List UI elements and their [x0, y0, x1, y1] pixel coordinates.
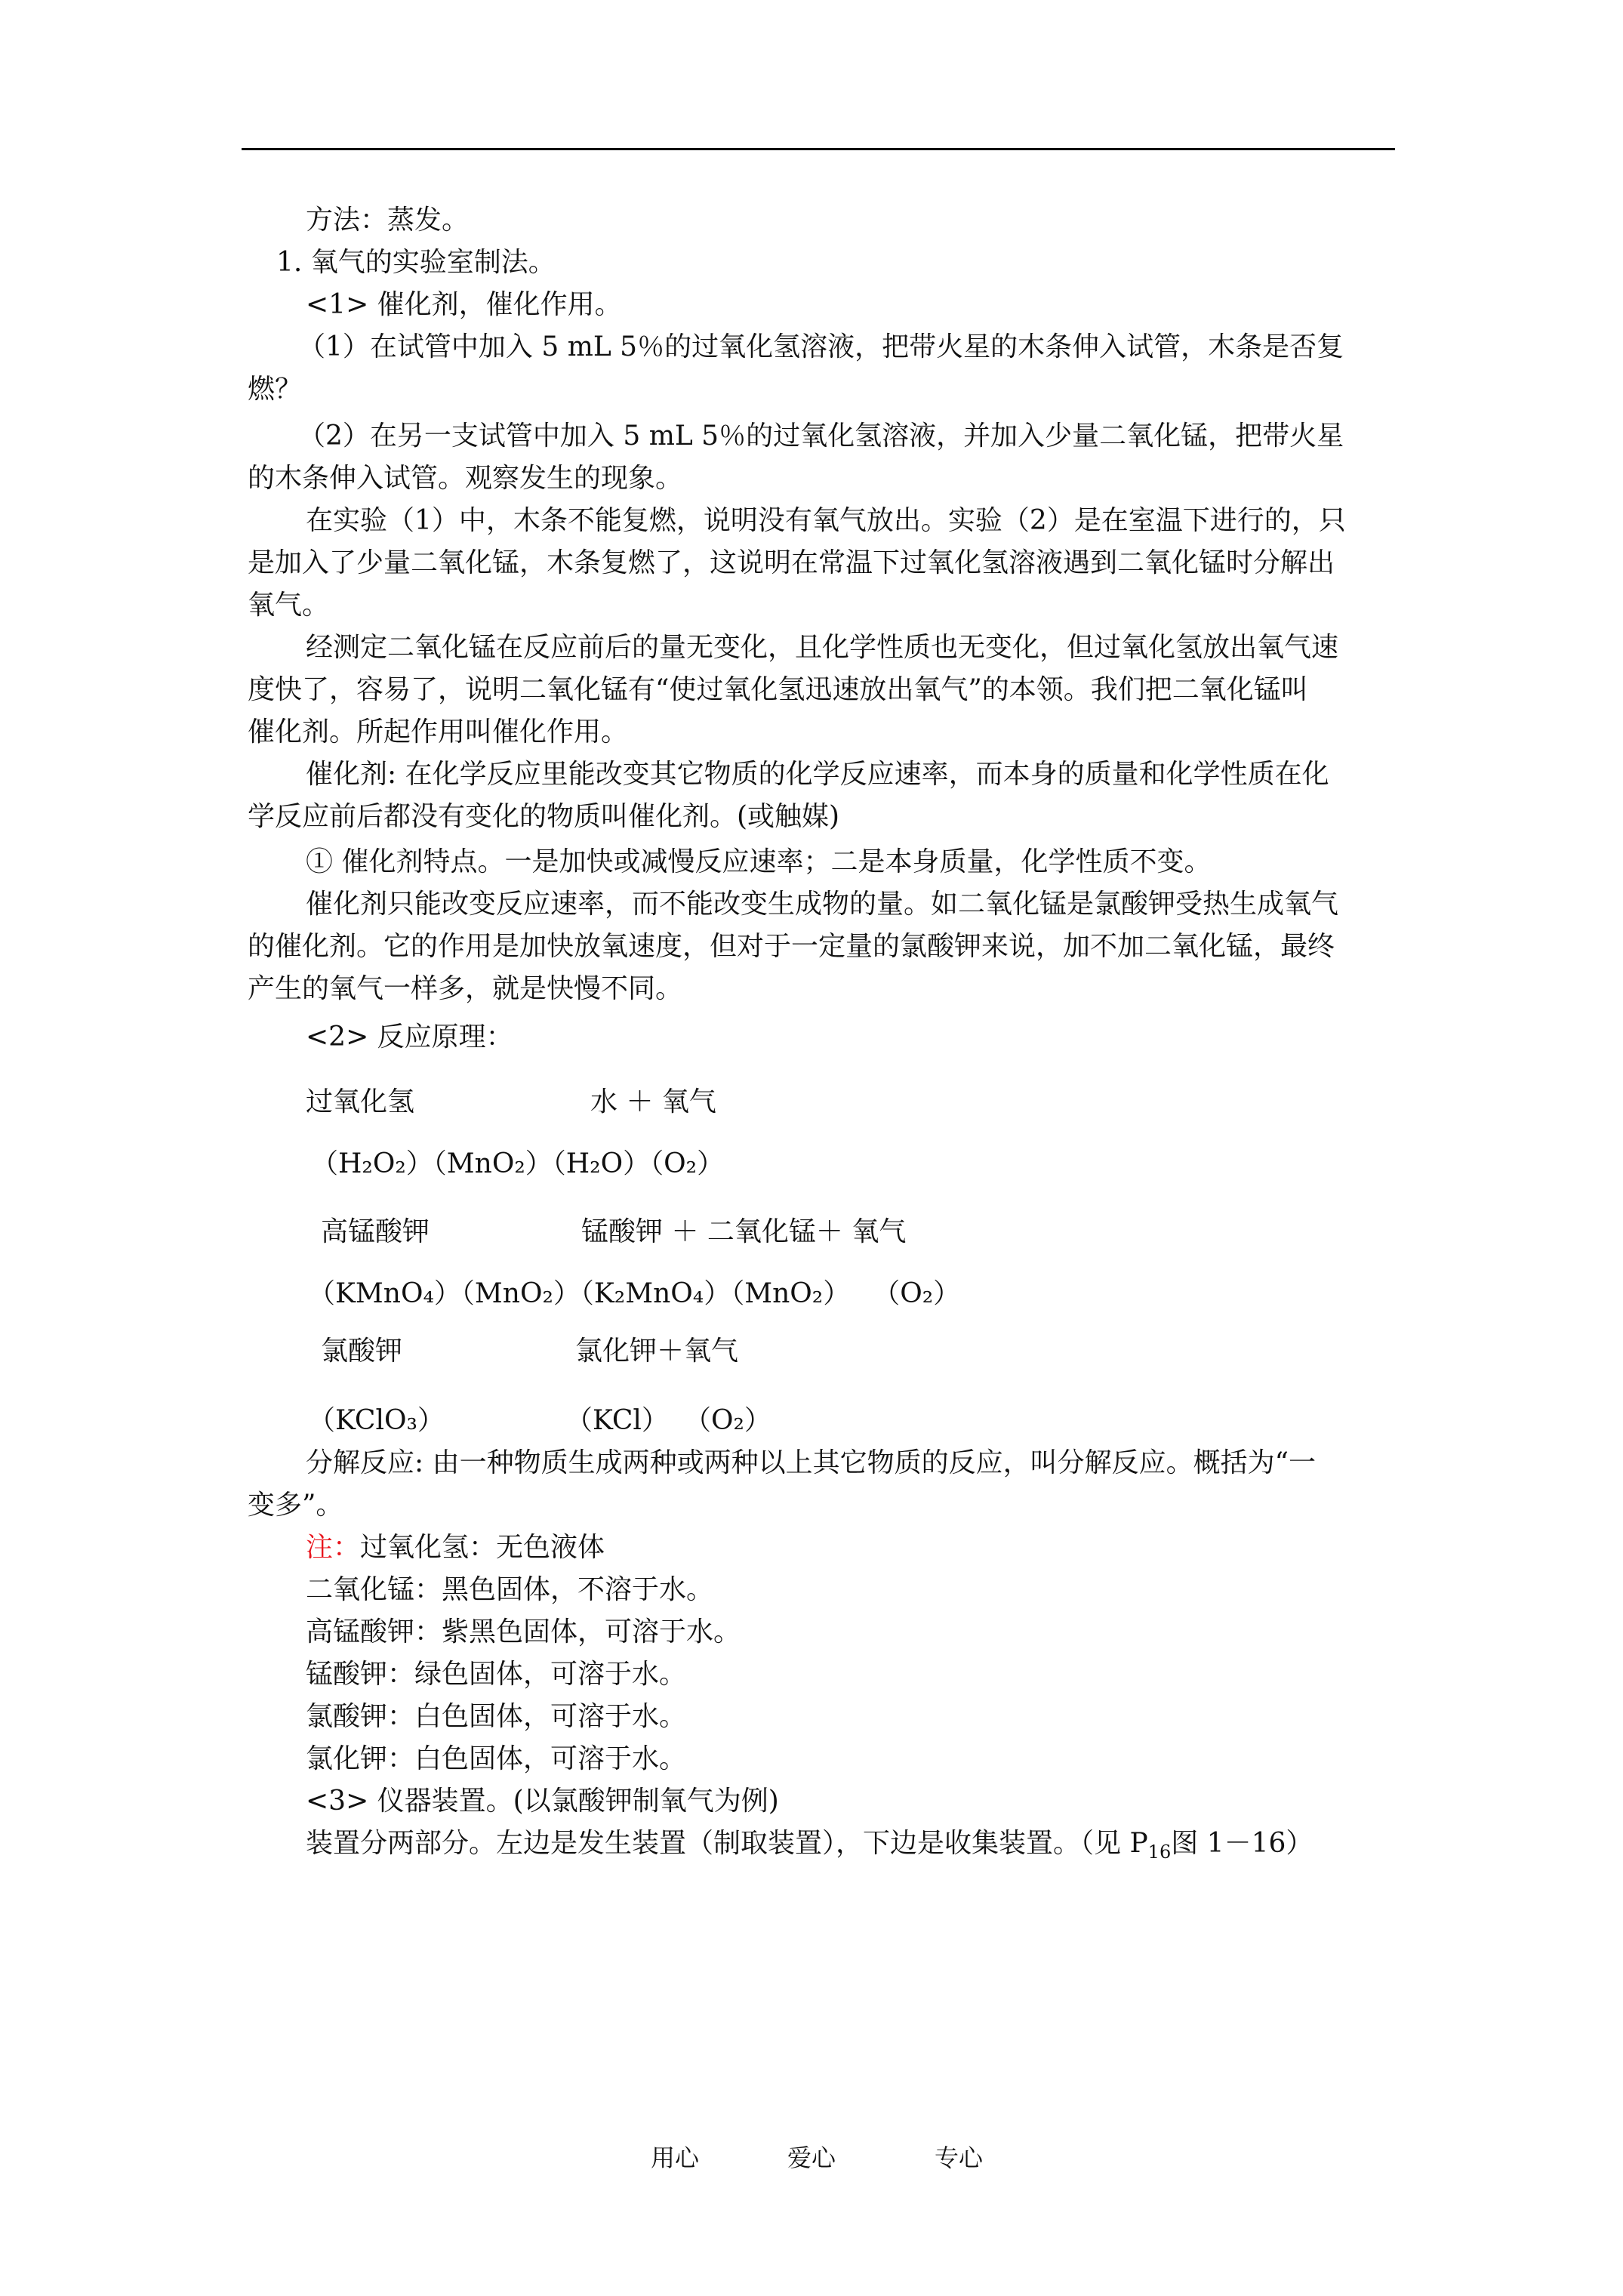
paragraph-2-line-b: 度快了，容易了，说明二氧化锰有“使过氧化氢迅速放出氧气”的本领。我们把二氧化锰叫	[248, 674, 1308, 705]
formula-mno2: （MnO₂）	[731, 1278, 851, 1309]
formula-h2o: （H₂O）	[552, 1148, 651, 1179]
paragraph-2-line-a: 经测定二氧化锰在反应前后的量无变化，且化学性质也无变化，但过氧化氢放出氧气速	[306, 632, 1339, 663]
note-label: 注：	[306, 1532, 361, 1563]
formula-kclo3: （KClO₃）	[308, 1405, 445, 1436]
paragraph-1-line-b: 是加入了少量二氧化锰，木条复燃了，这说明在常温下过氧化氢溶液遇到二氧化锰时分解出	[248, 547, 1335, 578]
formula-mno2: （MnO₂）	[460, 1278, 581, 1309]
note-line-1: 注：过氧化氢：无色液体	[306, 1532, 605, 1563]
paragraph-3-line-b: 的催化剂。它的作用是加快放氧速度，但对于一定量的氯酸钾来说，加不加二氧化锰，最终	[248, 931, 1335, 962]
section-heading-1: 1. 氧气的实验室制法。	[276, 247, 556, 278]
formula-k2mno4: （K₂MnO₄）	[580, 1278, 731, 1309]
paragraph-3-line-c: 产生的氧气一样多，就是快慢不同。	[248, 973, 683, 1004]
formula-kmno4: （KMnO₄）	[308, 1278, 461, 1309]
formula-o2: （O₂）	[650, 1148, 725, 1179]
note-line-3: 高锰酸钾：紫黑色固体，可溶于水。	[306, 1616, 741, 1647]
reaction-3-products: 氯化钾＋氧气	[575, 1336, 739, 1367]
page-subscript: 16	[1147, 1841, 1172, 1863]
catalyst-features: ① 催化剂特点。一是加快或减慢反应速率；二是本身质量，化学性质不变。	[306, 846, 1212, 877]
formula-o2: （O₂）	[873, 1278, 961, 1309]
experiment-2-line-a: （2）在另一支试管中加入 5 mL 5％的过氧化氢溶液，并加入少量二氧化锰，把带火星	[298, 421, 1344, 451]
note-line-5: 氯酸钾：白色固体，可溶于水。	[306, 1701, 687, 1732]
note-line-4: 锰酸钾：绿色固体，可溶于水。	[306, 1659, 687, 1690]
footer-word-3: 专心	[935, 2143, 984, 2172]
footer-word-1: 用心	[651, 2143, 700, 2172]
paragraph-1-line-c: 氧气。	[248, 590, 330, 621]
reaction-1-formulas	[311, 1146, 724, 1182]
decomposition-line-b: 变多”。	[248, 1490, 343, 1521]
subheading-1: <1> 催化剂，催化作用。	[306, 289, 622, 320]
experiment-1-line-a: （1）在试管中加入 5 mL 5％的过氧化氢溶液，把带火星的木条伸入试管，木条是否复	[298, 331, 1344, 362]
subheading-2: <2> 反应原理：	[306, 1022, 513, 1052]
note-line-6: 氯化钾：白色固体，可溶于水。	[306, 1743, 687, 1774]
formula-h2o2: （H₂O₂）	[311, 1148, 433, 1179]
formula-mno2: （MnO₂）	[433, 1148, 553, 1179]
header-rule	[242, 148, 1395, 150]
reaction-1-reactant: 过氧化氢	[306, 1086, 415, 1117]
formula-o2: （O₂）	[683, 1405, 771, 1436]
reaction-3-formulas	[308, 1403, 771, 1439]
definition-line-a: 催化剂: 在化学反应里能改变其它物质的化学反应速率，而本身的质量和化学性质在化	[306, 759, 1329, 790]
footer-word-2: 爱心	[787, 2143, 836, 2172]
formula-kcl: （KCl）	[565, 1405, 669, 1436]
reaction-2-reactant: 高锰酸钾	[321, 1216, 430, 1247]
reaction-3-reactant: 氯酸钾	[321, 1336, 403, 1367]
definition-line-b: 学反应前后都没有变化的物质叫催化剂。(或触媒)	[248, 801, 840, 832]
experiment-2-line-b: 的木条伸入试管。观察发生的现象。	[248, 463, 683, 494]
decomposition-line-a: 分解反应: 由一种物质生成两种或两种以上其它物质的反应，叫分解反应。概括为“一	[306, 1447, 1316, 1478]
note-line-2: 二氧化锰：黑色固体，不溶于水。	[306, 1574, 714, 1605]
method-line: 方法：蒸发。	[306, 205, 470, 236]
paragraph-2-line-c: 催化剂。所起作用叫催化作用。	[248, 717, 629, 747]
paragraph-3-line-a: 催化剂只能改变反应速率，而不能改变生成物的量。如二氧化锰是氯酸钾受热生成氧气	[306, 889, 1339, 920]
apparatus-line: 装置分两部分。左边是发生装置（制取装置），下边是收集装置。（见 $P_{16}$图 1－16）	[306, 1828, 1313, 1863]
subheading-3: <3> 仪器装置。(以氯酸钾制氧气为例)	[306, 1786, 779, 1817]
reaction-2-formulas	[308, 1276, 960, 1312]
experiment-1-line-b: 燃？	[248, 374, 303, 405]
reaction-2-products: 锰酸钾 ＋ 二氧化锰＋ 氧气	[581, 1216, 907, 1247]
paragraph-1-line-a: 在实验（1）中，木条不能复燃，说明没有氧气放出。实验（2）是在室温下进行的，只	[306, 505, 1346, 536]
reaction-1-products: 水 ＋ 氧气	[590, 1086, 716, 1117]
